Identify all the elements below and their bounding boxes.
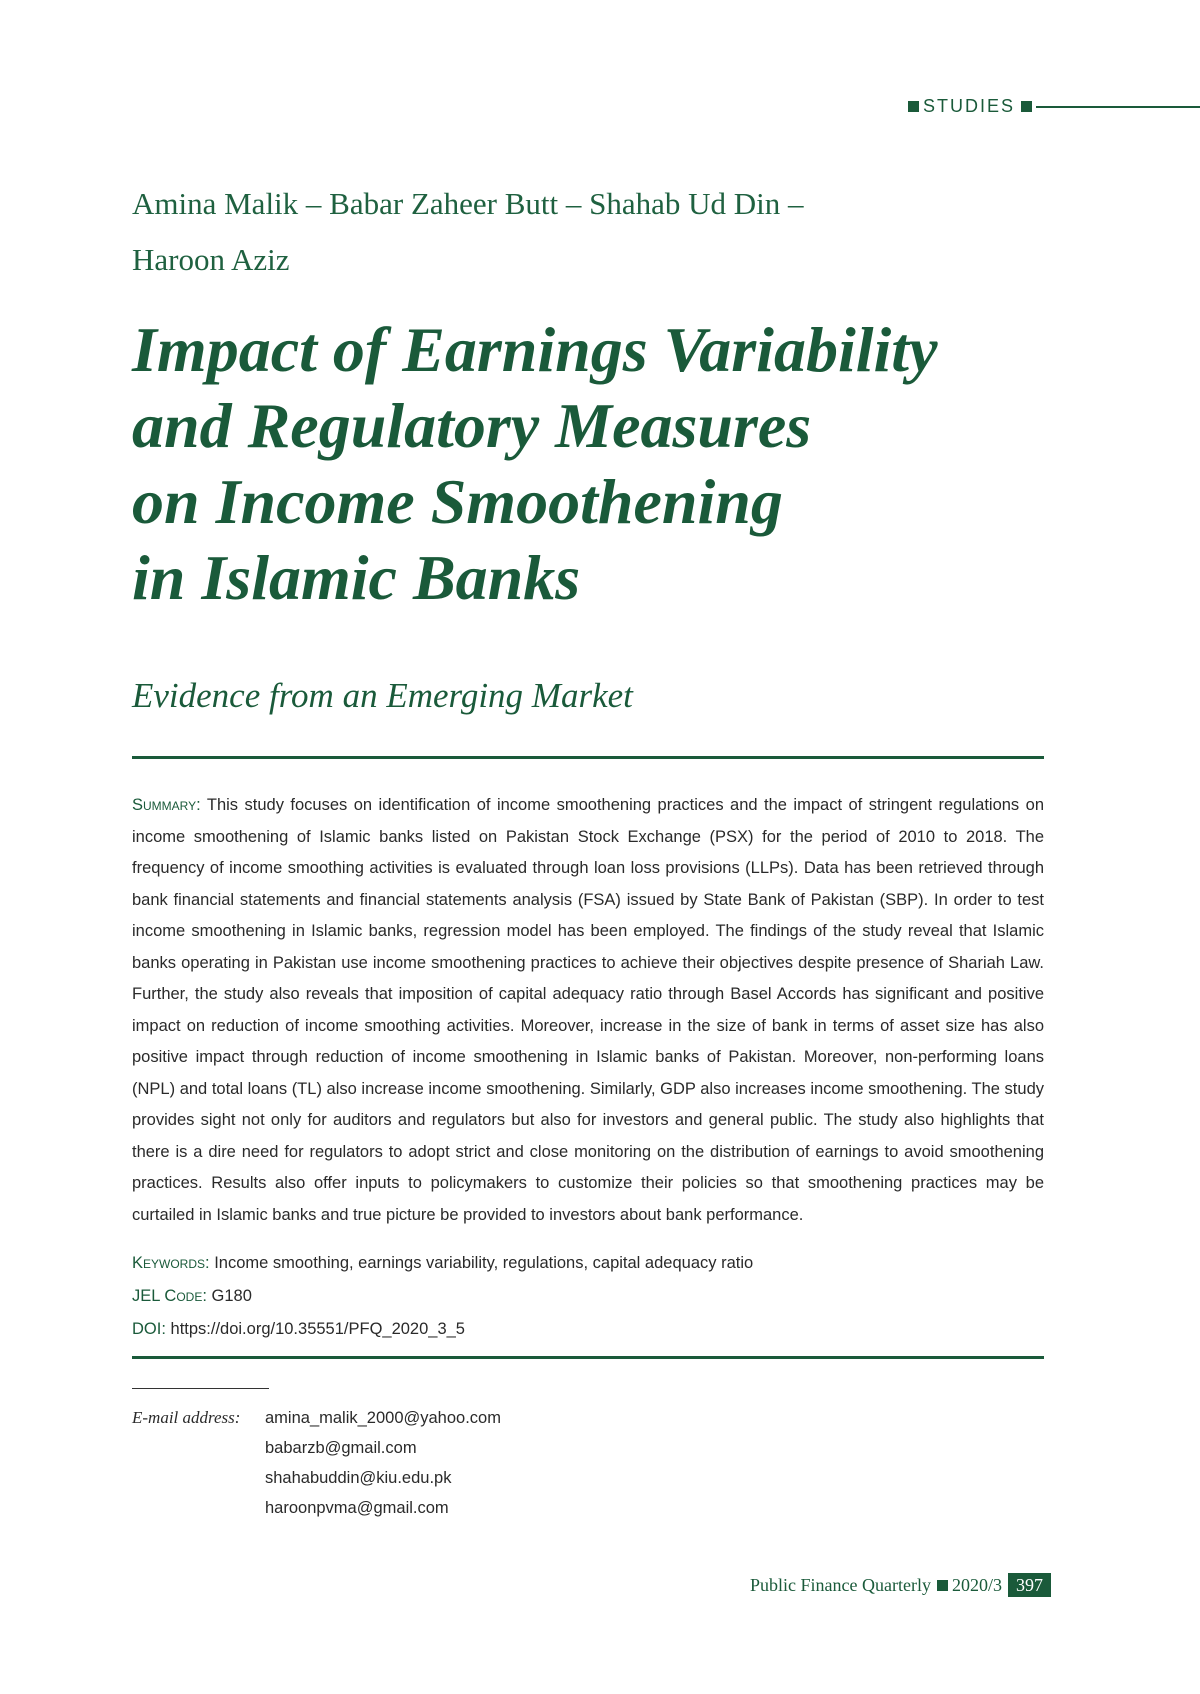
email-row: [132, 1403, 501, 1433]
paper-subtitle: Evidence from an Emerging Market: [132, 676, 633, 715]
email-footnote: [132, 1403, 501, 1523]
doi-link[interactable]: https://doi.org/10.35551/PFQ_2020_3_5: [170, 1320, 465, 1338]
section-label: STUDIES: [923, 96, 1016, 116]
keywords-text: Income smoothing, earnings variability, regulations, capital adequacy ratio: [214, 1254, 754, 1272]
authors-line-1: Amina Malik – Babar Zaheer Butt – Shahab Ud Din –: [132, 186, 804, 221]
jel-code: [132, 1287, 252, 1306]
jel-label: JEL Code:: [132, 1287, 207, 1305]
title-line-3: on Income Smoothening: [132, 466, 783, 537]
summary-label: Summary:: [132, 796, 201, 814]
email-row: [132, 1433, 501, 1463]
bottom-divider: [132, 1356, 1044, 1359]
email-link[interactable]: haroonpvma@gmail.com: [265, 1499, 449, 1517]
jel-text: G180: [211, 1287, 252, 1305]
title-line-2: and Regulatory Measures: [132, 390, 812, 461]
square-bullet-icon: [908, 101, 919, 112]
square-bullet-icon: [1021, 101, 1032, 112]
top-divider: [132, 756, 1044, 759]
doi-label: DOI:: [132, 1320, 166, 1338]
email-link[interactable]: shahabuddin@kiu.edu.pk: [265, 1469, 452, 1487]
email-row: [132, 1493, 501, 1523]
footnote-rule: [132, 1388, 269, 1389]
page-number: 397: [1008, 1573, 1051, 1597]
journal-name: Public Finance Quarterly: [750, 1574, 931, 1595]
section-tag: [908, 96, 1200, 117]
summary: [132, 790, 1044, 1231]
email-link[interactable]: babarzb@gmail.com: [265, 1439, 417, 1457]
keywords: [132, 1254, 753, 1273]
paper-title: [132, 312, 1082, 616]
keywords-label: Keywords:: [132, 1254, 210, 1272]
authors: [132, 176, 992, 288]
title-line-4: in Islamic Banks: [132, 542, 581, 613]
email-label: E-mail address:: [132, 1408, 241, 1427]
issue-number: 2020/3: [951, 1574, 1002, 1595]
square-bullet-icon: [937, 1580, 948, 1591]
header-rule: [1036, 106, 1200, 108]
title-line-1: Impact of Earnings Variability: [132, 314, 938, 385]
doi: [132, 1320, 465, 1339]
email-link[interactable]: amina_malik_2000@yahoo.com: [265, 1409, 501, 1427]
authors-line-2: Haroon Aziz: [132, 242, 290, 277]
email-row: [132, 1463, 501, 1493]
summary-text: This study focuses on identification of income smoothening practices and the impact of stringent regulations on income smoothening of Islamic banks listed on Pakistan Stock Exchange (PSX) for the period of 2010 to 2018. The frequency of income smoothing activities is evaluated through loan loss provisions (LLPs). Data has been retrieved through bank financial statements and financial statements analysis (FSA) issued by State Bank of Pakistan (SBP). In order to test income smoothening in Islamic banks, regression model has been employed. The findings of the study reveal that Islamic banks operating in Pakistan use income smoothening practices to achieve their objectives despite presence of Shariah Law. Further, the study also reveals that imposition of capital adequacy ratio through Basel Accords has significant and positive impact on reduction of income smoothing activities. Moreover, increase in the size of bank in terms of asset size has also positive impact through reduction of income smoothening in Islamic banks of Pakistan. Moreover, non-performing loans (NPL) and total loans (TL) also increase income smoothening. Similarly, GDP also increases income smoothening. The study provides sight not only for auditors and regulators but also for investors and general public. The study also highlights that there is a dire need for regulators to adopt strict and close monitoring on the distribution of earnings to avoid smoothening practices. Results also offer inputs to policymakers to customize their policies so that smoothening practices may be curtailed in Islamic banks and true picture be provided to investors about bank performance.: [132, 796, 1044, 1224]
page-footer: [750, 1573, 1051, 1597]
